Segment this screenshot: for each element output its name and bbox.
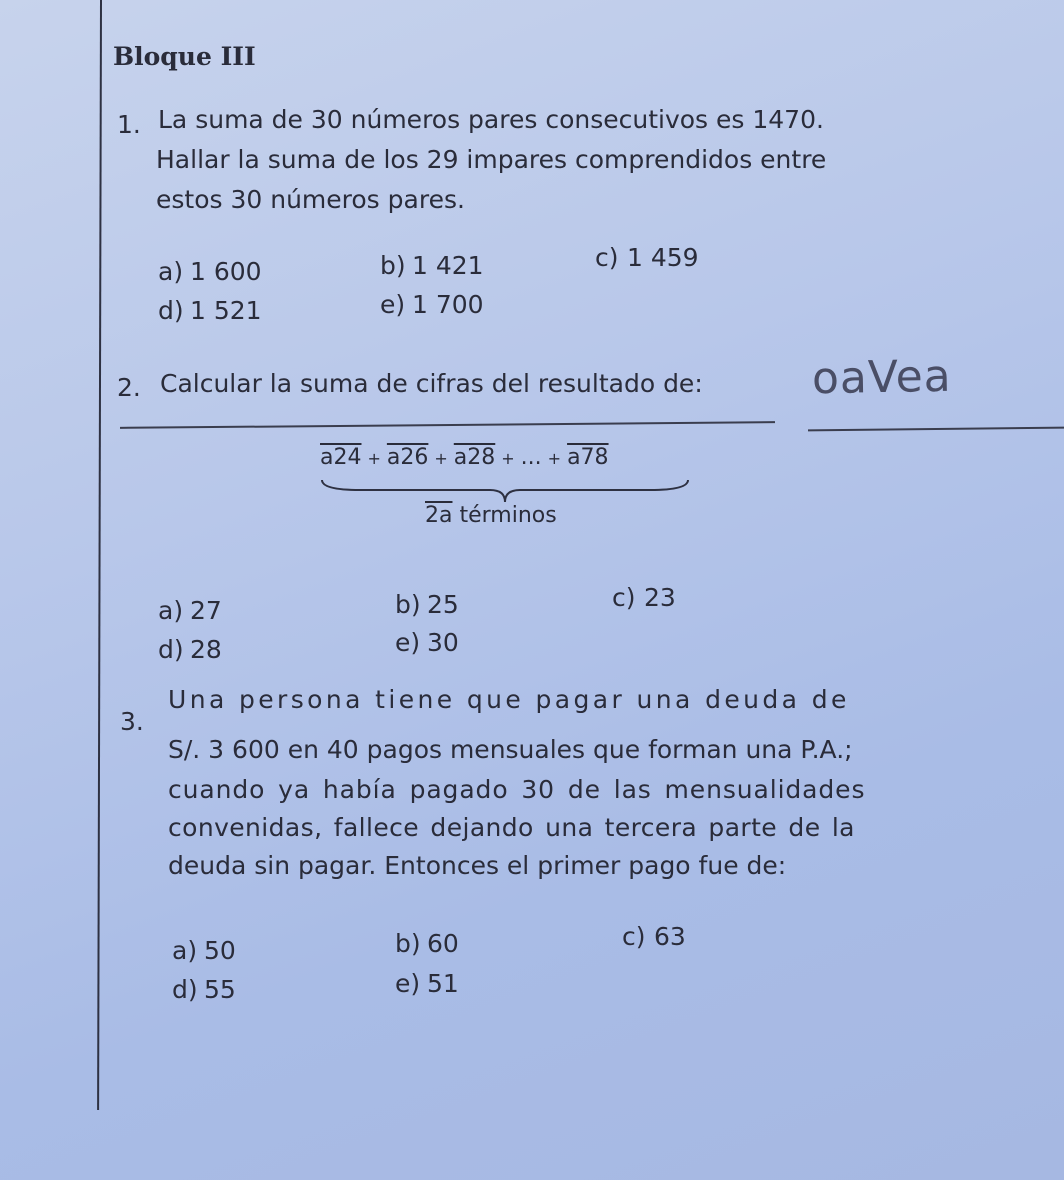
- q2-option-b: b) 25: [395, 590, 459, 619]
- section-heading: Bloque III: [113, 42, 256, 71]
- q2-option-c: c) 23: [612, 583, 676, 612]
- question-3-line-3: cuando ya había pagado 30 de las mensualidades: [168, 775, 866, 804]
- underline-left: [120, 421, 775, 429]
- q3-option-b: b) 60: [395, 929, 459, 958]
- q3-option-a: a) 50: [172, 936, 236, 965]
- q2-option-e: e) 30: [395, 628, 459, 657]
- summation-formula: a24 + a26 + a28 + ... + a78: [320, 445, 609, 470]
- q1-option-b: b) 1 421: [380, 251, 484, 280]
- term-count: 2a términos: [425, 503, 557, 528]
- question-1-line-3: estos 30 números pares.: [156, 185, 465, 214]
- q1-option-e: e) 1 700: [380, 290, 484, 319]
- q2-option-a: a) 27: [158, 596, 222, 625]
- question-3-line-2: S/. 3 600 en 40 pagos mensuales que forman una P.A.;: [168, 735, 853, 764]
- question-3-number: 3.: [120, 707, 144, 736]
- handwritten-scribble: oaVea: [811, 350, 953, 405]
- q1-option-a: a) 1 600: [158, 257, 262, 286]
- underline-right: [808, 427, 1064, 432]
- q2-option-d: d) 28: [158, 635, 222, 664]
- question-1-number: 1.: [117, 110, 141, 139]
- formula-term-1: a24: [320, 445, 362, 470]
- q1-option-d: d) 1 521: [158, 296, 262, 325]
- question-2-text: Calcular la suma de cifras del resultado de:: [160, 369, 703, 398]
- q3-option-c: c) 63: [622, 922, 686, 951]
- formula-term-2: a26: [386, 445, 429, 470]
- q3-option-e: e) 51: [395, 969, 459, 998]
- underbrace-icon: [320, 478, 690, 504]
- question-3-line-1: Una persona tiene que pagar una deuda de: [168, 685, 850, 714]
- page-margin-line: [97, 0, 102, 1110]
- formula-term-last: a78: [567, 445, 609, 470]
- formula-term-3: a28: [453, 445, 496, 470]
- formula-ellipsis: ...: [520, 445, 542, 470]
- question-3-line-5: deuda sin pagar. Entonces el primer pago fue de:: [168, 851, 787, 880]
- q3-option-d: d) 55: [172, 975, 236, 1004]
- q1-option-c: c) 1 459: [595, 243, 699, 272]
- question-2-number: 2.: [117, 373, 141, 402]
- question-3-line-4: convenidas, fallece dejando una tercera parte de la: [168, 813, 855, 842]
- question-1-line-2: Hallar la suma de los 29 impares comprendidos entre: [156, 145, 827, 174]
- question-1-line-1: La suma de 30 números pares consecutivos es 1470.: [158, 105, 824, 134]
